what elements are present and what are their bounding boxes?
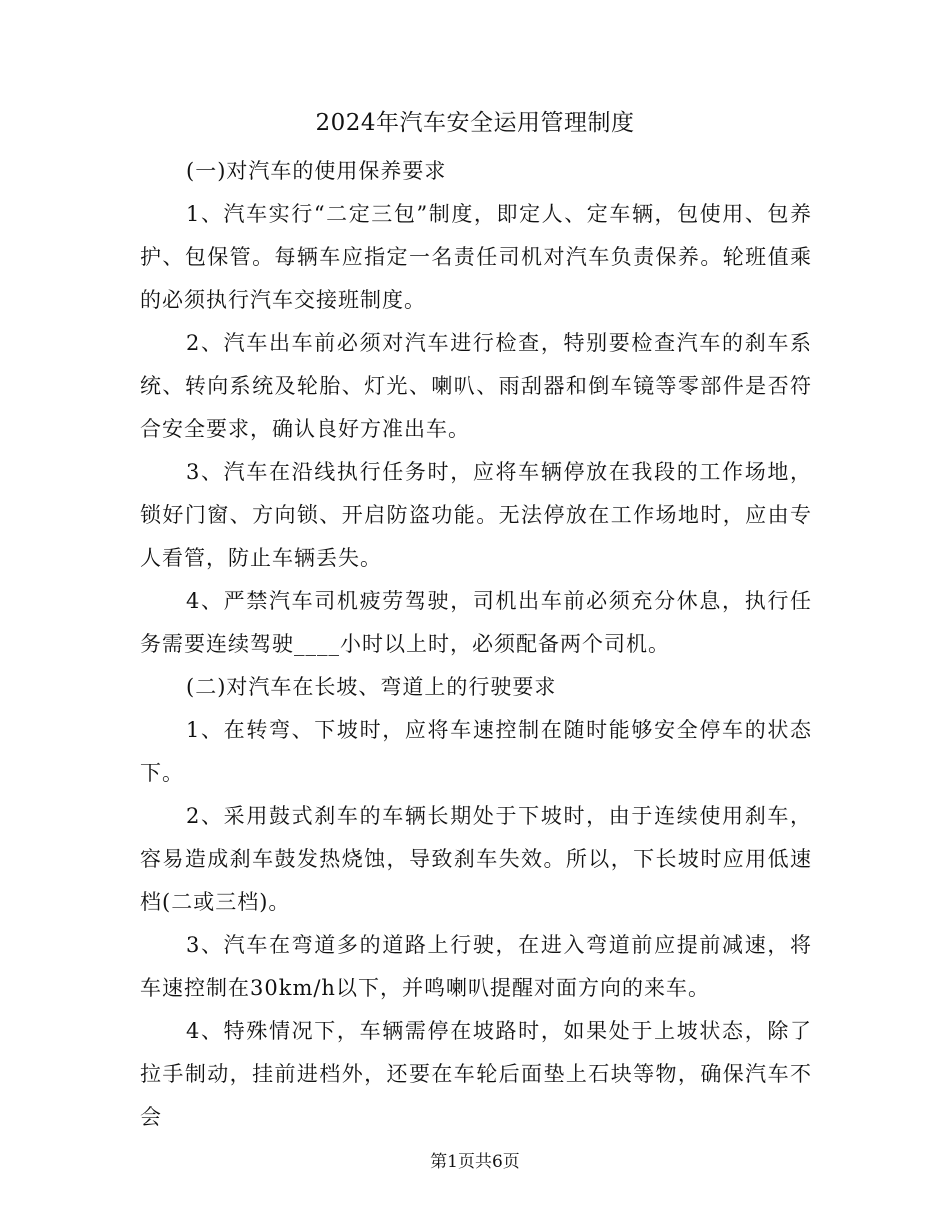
paragraph-2-2: 2、采用鼓式刹车的车辆长期处于下坡时，由于连续使用刹车，容易造成刹车鼓发热烧蚀，导致刹车失效。所以，下长坡时应用低速档(二或三档)。 xyxy=(140,804,812,914)
paragraph-1-3: 3、汽车在沿线执行任务时，应将车辆停放在我段的工作场地，锁好门窗、方向锁、开启防盗功能。无法停放在工作场地时，应由专人看管，防止车辆丢失。 xyxy=(140,460,812,570)
paragraph-1-2: 2、汽车出车前必须对汽车进行检查，特别要检查汽车的刹车系统、转向系统及轮胎、灯光、喇叭、雨刮器和倒车镜等零部件是否符合安全要求，确认良好方准出车。 xyxy=(140,331,812,441)
section-heading-1: (一)对汽车的使用保养要求 xyxy=(186,159,447,183)
paragraph-1-4: 4、严禁汽车司机疲劳驾驶，司机出车前必须充分休息，执行任务需要连续驾驶____小时以上时，必须配备两个司机。 xyxy=(140,589,812,656)
section-heading-2: (二)对汽车在长坡、弯道上的行驶要求 xyxy=(186,675,557,699)
paragraph-2-1: 1、在转弯、下坡时，应将车速控制在随时能够安全停车的状态下。 xyxy=(140,718,812,785)
document-body xyxy=(140,150,812,1139)
paragraph-2-3: 3、汽车在弯道多的道路上行驶，在进入弯道前应提前减速，将车速控制在30km/h以下，并鸣喇叭提醒对面方向的来车。 xyxy=(140,933,812,1000)
paragraph-2-4: 4、特殊情况下，车辆需停在坡路时，如果处于上坡状态，除了拉手制动，挂前进档外，还要在车轮后面垫上石块等物，确保汽车不会 xyxy=(140,1019,812,1129)
document-title: 2024年汽车安全运用管理制度 xyxy=(315,110,635,136)
page-footer: 第1页共6页 xyxy=(430,1152,520,1172)
paragraph-1-1: 1、汽车实行“二定三包”制度，即定人、定车辆，包使用、包养护、包保管。每辆车应指定一名责任司机对汽车负责保养。轮班值乘的必须执行汽车交接班制度。 xyxy=(140,202,812,312)
